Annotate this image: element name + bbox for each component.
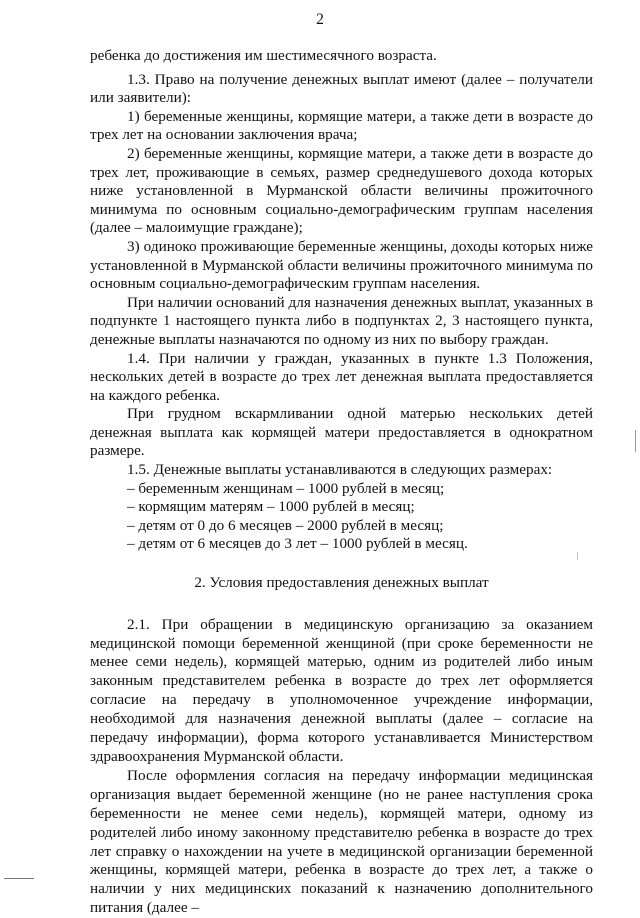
paragraph: 1.5. Денежные выплаты устанавливаются в следующих размерах: [127,461,553,479]
list-item: – детям от 0 до 6 месяцев – 2000 рублей в месяц; [127,516,444,534]
list-item: – кормящим матерям – 1000 рублей в месяц; [127,498,415,516]
scan-mark [4,878,34,879]
list-item: – беременным женщинам – 1000 рублей в месяц; [127,479,445,497]
paragraph: При грудном вскармливании одной матерью нескольких детей денежная выплата как кормящей матери предоставляется в однократном размере. [90,405,593,460]
scan-mark [635,430,636,452]
document-body [90,47,593,918]
page-number: 2 [316,11,324,28]
paragraph: 1.3. Право на получение денежных выплат имеют (далее – получатели или заявители): [90,70,593,107]
list-item: – детям от 6 месяцев до 3 лет – 1000 рублей в месяц. [127,535,468,553]
paragraph: После оформления согласия на передачу информации медицинская организация выдает беременной женщине (но не ранее наступления срока беременности не менее семи недель), кормящей матери, одному из родителей либо иному законному представителю ребенка в возрасте до трех лет справку о нахождении на учете в медицинской организации беременной женщины, кормящей матери, ребенка в возрасте до трех лет, а также о наличии у них медицинских показаний к назначению дополнительного питания (далее – [90,766,593,917]
section-heading: 2. Условия предоставления денежных выплат [194,574,489,592]
paragraph: При наличии оснований для назначения денежных выплат, указанных в подпункте 1 настоящего пункта либо в подпунктах 2, 3 настоящего пункта, денежные выплаты назначаются по одному из них по выбору граждан. [90,293,593,348]
paragraph: 1) беременные женщины, кормящие матери, а также дети в возрасте до трех лет на основании заключения врача; [90,107,593,144]
paragraph: 2) беременные женщины, кормящие матери, а также дети в возрасте до трех лет, проживающие в семьях, размер среднедушевого дохода которых ниже установленной в Мурманской области величины прожиточного минимума по основным социально-демографическим группам населения (далее – малоимущие граждане); [90,144,593,237]
paragraph: 2.1. При обращении в медицинскую организацию за оказанием медицинской помощи беременной женщиной (при сроке беременности не менее семи недель), кормящей матерью, одним из родителей либо иным законным представителем ребенка в возрасте до трех лет оформляется согласие на передачу в уполномоченное учреждение информации, необходимой для назначения денежной выплаты (далее – согласие на передачу информации), форма которого устанавливается Министерством здравоохранения Мурманской области. [90,615,593,765]
paragraph: ребенка до достижения им шестимесячного возраста. [90,47,437,64]
scan-mark [577,552,578,560]
paragraph: 3) одиноко проживающие беременные женщины, доходы которых ниже установленной в Мурманской области величины прожиточного минимума по основным социально-демографическим группам населения. [90,237,593,293]
paragraph: 1.4. При наличии у граждан, указанных в пункте 1.3 Положения, нескольких детей в возрасте до трех лет денежная выплата предоставляется на каждого ребенка. [90,349,593,404]
